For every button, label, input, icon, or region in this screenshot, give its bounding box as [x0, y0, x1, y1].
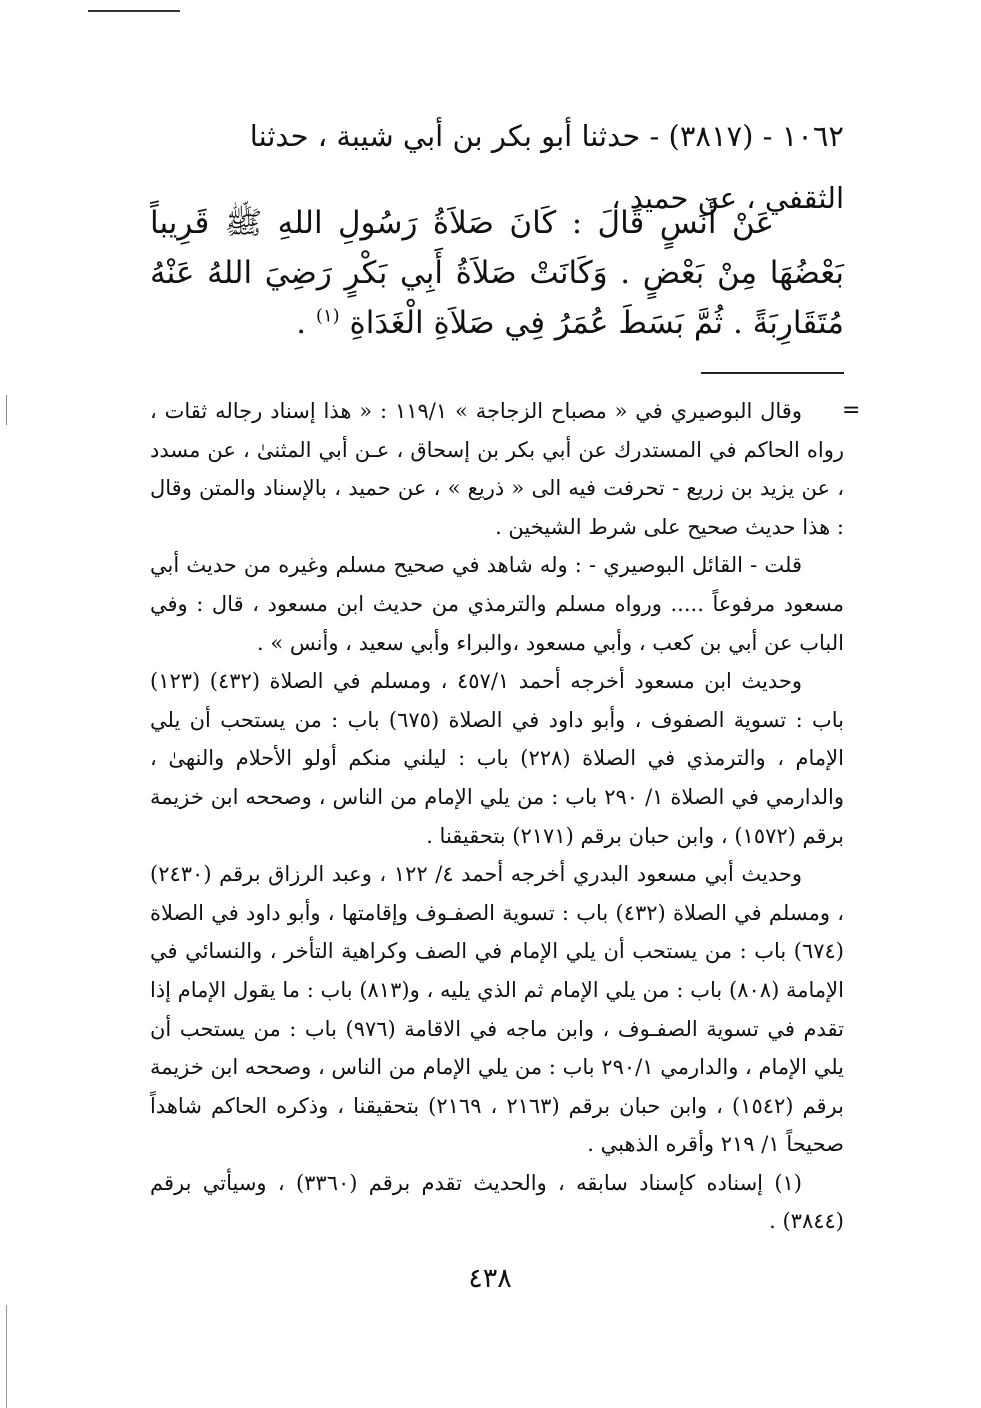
hadith-text: عَنْ أَنَسٍ قَالَ : كَانَ صَلاَةُ رَسُولِ اللهِ ﷺ قَرِيباً بَعْضُهَا مِنْ بَعْضٍ . وَكَانَتْ صَلاَةُ أَبِي بَكْرٍ رَضِيَ اللهُ عَنْهُ مُتَقَارِبَةً . ثُمَّ بَسَطَ عُمَرُ فِي صَلاَةِ الْغَدَاةِ	[150, 205, 844, 341]
scan-edge-mark	[88, 10, 180, 12]
footnote-paragraph: وحديث ابن مسعود أخرجه أحمد ٤٥٧/١ ، ومسلم في الصلاة (٤٣٢) (١٢٣) باب : تسوية الصفوف ، وأبو داود في الصلاة (٦٧٥) باب : من يستحب أن يلي الإمام ، والترمذي في الصلاة (٢٢٨) باب : ليلني منكم أولو الأحلام والنهىٰ ، والدارمي في الصلاة ١/ ٢٩٠ باب : من يلي الإمام من الناس ، وصححه ابن خزيمة برقم (١٥٧٢) ، وابن حبان برقم (٢١٧١) بتحقيقنا .	[150, 669, 845, 848]
footnote-paragraph: وقال البوصيري في « مصباح الزجاجة » ١١٩/١ : « هذا إسناد رجاله ثقات ، رواه الحاكم في المستدرك عن أبي بكر بن إسحاق ، عـن أبي المثنىٰ ، عن مسدد ، عن يزيد بن زريع - تحرفت فيه الى « ذريع » ، عن حميد ، بالإسناد والمتن وقال : هذا حديث صحيح على شرط الشيخين .	[150, 399, 844, 539]
footnote-reference: (١)	[315, 305, 340, 327]
footnote-paragraph: قلت - القائل البوصيري - : وله شاهد في صحيح مسلم وغيره من حديث أبي مسعود مرفوعاً ..... ورواه مسلم والترمذي من حديث ابن مسعود ، قال : وفي الباب عن أبي بن كعب ، وأبي مسعود ،والبراء وأبي سعيد ، وأنس » .	[150, 553, 844, 655]
scan-edge-mark	[6, 1305, 7, 1408]
scan-edge-mark	[6, 395, 7, 425]
hadith-header-line-1: ١٠٦٢ - (٣٨١٧) - حدثنا أبو بكر بن أبي شيبة ، حدثنا	[249, 119, 844, 153]
footnote-separator	[701, 372, 844, 374]
footnote-1: (١) إسناده كإسناد سابقه ، والحديث تقدم برقم (٣٣٦٠) ، وسيأتي برقم (٣٨٤٤) .	[150, 1170, 844, 1234]
hadith-header-line-2: الثقفي ، عن حميد ،	[611, 181, 844, 215]
continuation-mark: =	[842, 398, 861, 423]
page-number: ٤٣٨	[468, 1263, 512, 1294]
footnote-paragraph: وحديث أبي مسعود البدري أخرجه أحمد ٤/ ١٢٢ ، وعبد الرزاق برقم (٢٤٣٠) ، ومسلم في الصلاة (٤٣٢) باب : تسوية الصفـوف وإقامتها ، وأبو داود في الصلاة (٦٧٤) باب : من يستحب أن يلي الإمام في الصف وكراهية التأخر ، والنسائي في الإمامة (٨٠٨) باب : من يلي الإمام ثم الذي يليه ، و(٨١٣) باب : ما يقول الإمام إذا تقدم في تسوية الصفـوف ، وابن ماجه في الاقامة (٩٧٦) باب : من يستحب أن يلي الإمام ، والدارمي ٢٩٠/١ باب : من يلي الإمام من الناس ، وصححه ابن خزيمة برقم (١٥٤٢) ، وابن حبان برقم (٢١٦٣ ، ٢١٦٩) بتحقيقنا ، وذكره الحاكم شاهداً صحيحاً ١/ ٢١٩ وأقره الذهبي .	[150, 862, 844, 1157]
hadith-text-paragraph	[150, 198, 844, 348]
hadith-text-end: .	[296, 305, 316, 341]
hadith-matn	[150, 198, 844, 348]
footnotes-section	[150, 392, 844, 1241]
